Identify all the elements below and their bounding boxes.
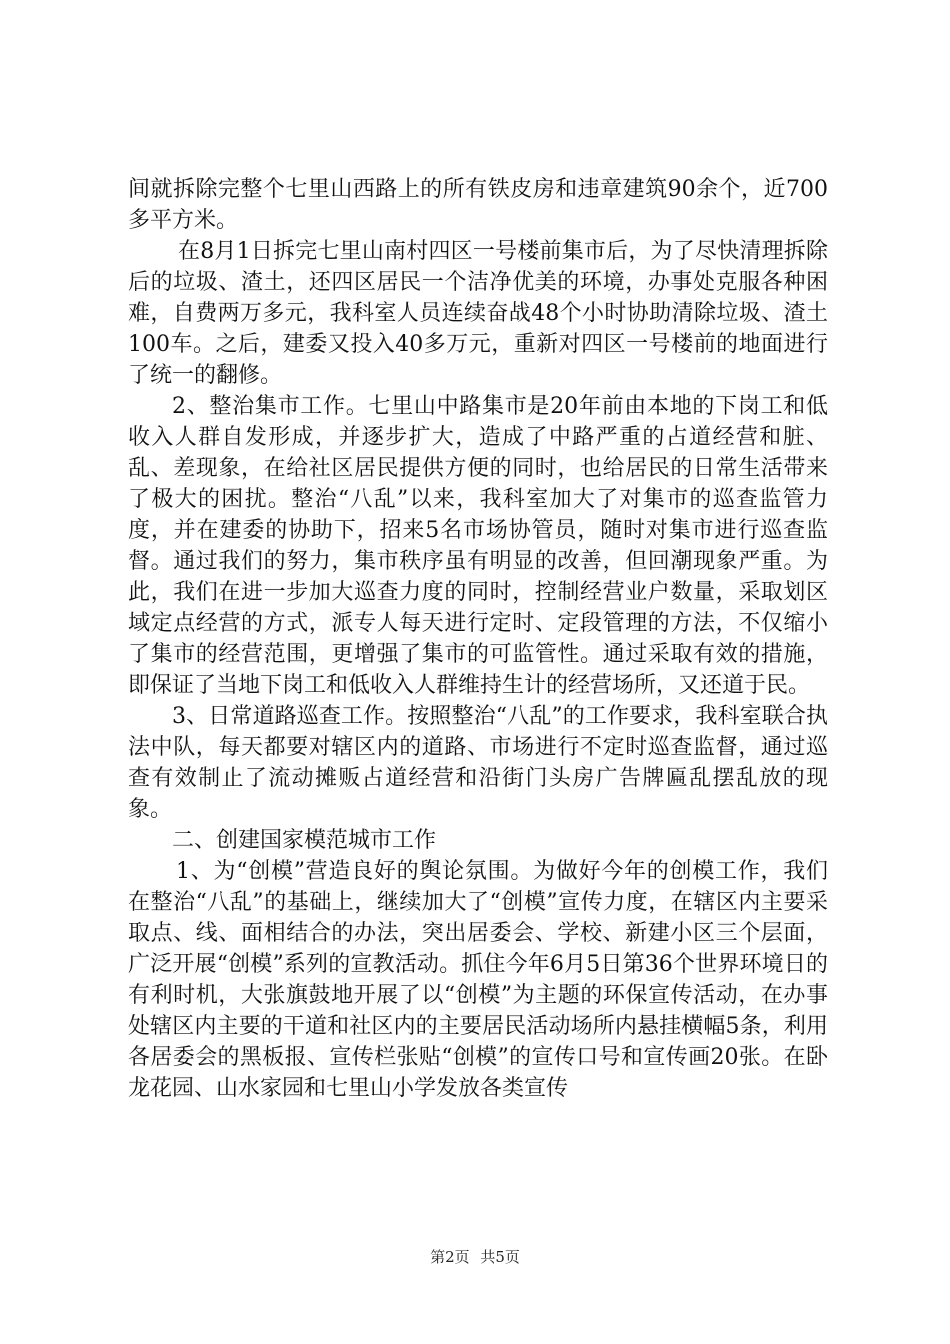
document-body xyxy=(128,174,828,1104)
paragraph-road-patrol: 3、日常道路巡查工作。按照整治“八乱”的工作要求，我科室联合执法中队，每天都要对辖区内的道路、市场进行不定时巡查监督，通过巡查有效制止了流动摊贩占道经营和沿街门头房广告牌匾乱摆乱放的现象。 xyxy=(128,704,828,822)
page-footer xyxy=(0,1246,950,1267)
section-heading-model-city: 二、创建国家模范城市工作 xyxy=(172,828,437,853)
page-number: 第2页 xyxy=(430,1248,470,1266)
paragraph-continuation: 间就拆除完整个七里山西路上的所有铁皮房和违章建筑90余个，近700多平方米。 xyxy=(128,177,828,233)
paragraph-demolition-cleanup: 在8月1日拆完七里山南村四区一号楼前集市后，为了尽快清理拆除后的垃圾、渣土，还四区居民一个洁净优美的环境，办事处克服各种困难，自费两万多元，我科室人员连续奋战48个小时协助清除垃圾、渣土100车。之后，建委又投入40多万元，重新对四区一号楼前的地面进行了统一的翻修。 xyxy=(128,239,828,388)
paragraph-market-rectification: 2、整治集市工作。七里山中路集市是20年前由本地的下岗工和低收入人群自发形成，并逐步扩大，造成了中路严重的占道经营和脏、乱、差现象，在给社区居民提供方便的同时，也给居民的日常生活带来了极大的困扰。整治“八乱”以来，我科室加大了对集市的巡查监管力度，并在建委的协助下，招来5名市场协管员，随时对集市进行巡查监督。通过我们的努力，集市秩序虽有明显的改善，但回潮现象严重。为此，我们在进一步加大巡查力度的同时，控制经营业户数量，采取划区域定点经营的方式，派专人每天进行定时、定段管理的方法，不仅缩小了集市的经营范围，更增强了集市的可监管性。通过采取有效的措施，即保证了当地下岗工和低收入人群维持生计的经营场所，又还道于民。 xyxy=(128,394,828,698)
paragraph-publicity: 1、为“创模”营造良好的舆论氛围。为做好今年的创模工作，我们在整治“八乱”的基础上，继续加大了“创模”宣传力度，在辖区内主要采取点、线、面相结合的办法，突出居委会、学校、新建小区三个层面，广泛开展“创模”系列的宣教活动。抓住今年6月5日第36个世界环境日的有利时机，大张旗鼓地开展了以“创模”为主题的环保宣传活动，在办事处辖区内主要的干道和社区内的主要居民活动场所内悬挂横幅5条，利用各居委会的黑板报、宣传栏张贴“创模”的宣传口号和宣传画20张。在卧龙花园、山水家园和七里山小学发放各类宣传 xyxy=(128,859,828,1101)
page-total: 共5页 xyxy=(480,1248,520,1266)
